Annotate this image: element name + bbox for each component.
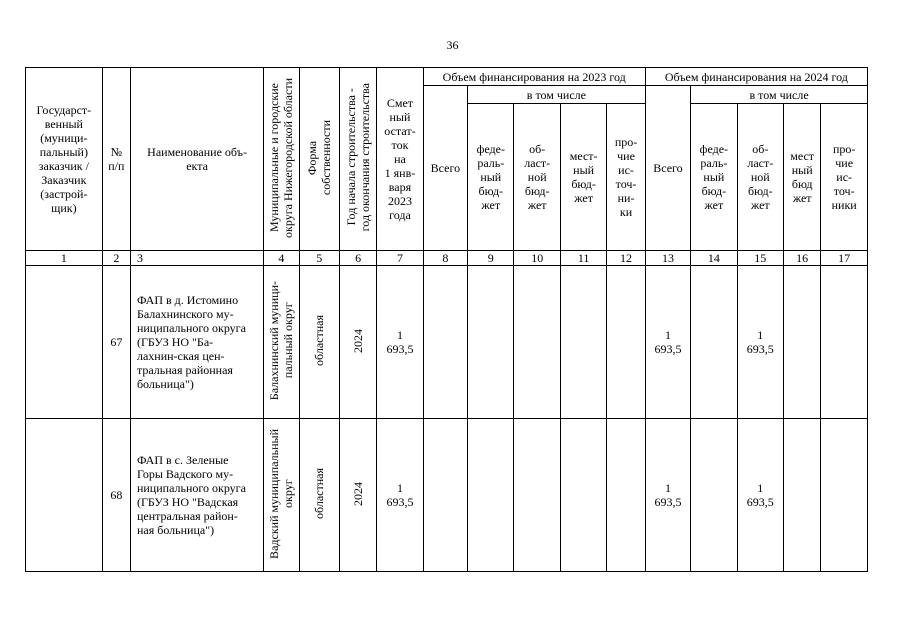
header-fin-2023: Объем финансирования на 2023 год <box>423 68 645 86</box>
column-number: 3 <box>130 251 263 266</box>
column-number: 2 <box>102 251 130 266</box>
header-balance: Смет ный остат- ток на 1 янв- варя 2023 года <box>377 68 423 251</box>
header-total-2023: Всего <box>423 86 467 251</box>
header-local-2024: мест ный бюд жет <box>784 104 821 251</box>
row-regional-2023 <box>514 266 560 419</box>
row-years-cell <box>339 266 376 419</box>
header-years: Год начала строительства - год окончания строительства <box>344 83 373 232</box>
header-local-2023: мест- ный бюд- жет <box>560 104 606 251</box>
row-municipality-cell <box>264 266 299 419</box>
row-ownership: областная <box>312 315 327 366</box>
row-total-2024: 1 693,5 <box>645 266 690 419</box>
header-ownership-cell <box>299 68 339 251</box>
header-num: № п/п <box>102 68 130 251</box>
header-row-1 <box>26 68 868 86</box>
table-row <box>26 266 868 419</box>
header-other-2024: про- чие ис- точ- ники <box>821 104 868 251</box>
column-number: 11 <box>560 251 606 266</box>
row-customer <box>26 266 103 419</box>
row-other-2023 <box>607 266 645 419</box>
header-incl-2024: в том числе <box>691 86 868 104</box>
row-municipality: Балахнинский муници- пальный округ <box>267 280 296 401</box>
row-federal-2023 <box>468 266 514 419</box>
row-years-cell <box>339 419 376 572</box>
header-ownership: Форма собственности <box>305 119 334 196</box>
row-years: 2024 <box>351 481 366 506</box>
column-number: 4 <box>264 251 299 266</box>
column-number: 16 <box>784 251 821 266</box>
row-local-2023 <box>560 266 606 419</box>
row-municipality-cell <box>264 419 299 572</box>
column-number: 17 <box>821 251 868 266</box>
row-regional-2023 <box>514 419 560 572</box>
row-local-2023 <box>560 419 606 572</box>
column-number: 12 <box>607 251 645 266</box>
row-federal-2024 <box>691 419 737 572</box>
row-num: 68 <box>102 419 130 572</box>
row-balance: 1 693,5 <box>377 419 423 572</box>
column-number: 13 <box>645 251 690 266</box>
row-name: ФАП в д. Истомино Балахнинского му- ниципального округа (ГБУЗ НО "Ба- лахнин-ская цен- тральная районная больница") <box>130 266 263 419</box>
row-other-2024 <box>821 419 868 572</box>
column-number: 14 <box>691 251 737 266</box>
header-federal-2024: феде- раль- ный бюд- жет <box>691 104 737 251</box>
header-other-2023: про- чие ис- точ- ни- ки <box>607 104 645 251</box>
row-ownership-cell <box>299 419 339 572</box>
page-number: 36 <box>446 38 459 52</box>
row-other-2024 <box>821 266 868 419</box>
header-name: Наименование объ- екта <box>130 68 263 251</box>
column-number: 7 <box>377 251 423 266</box>
row-balance: 1 693,5 <box>377 266 423 419</box>
row-ownership-cell <box>299 266 339 419</box>
header-municipality: Муниципальные и городские округа Нижегородской области <box>267 77 296 238</box>
header-regional-2023: об- ласт- ной бюд- жет <box>514 104 560 251</box>
column-number: 10 <box>514 251 560 266</box>
row-local-2024 <box>784 266 821 419</box>
column-number-row <box>26 251 868 266</box>
row-local-2024 <box>784 419 821 572</box>
header-incl-2023: в том числе <box>468 86 646 104</box>
row-name: ФАП в с. Зеленые Горы Вадского му- ниципального округа (ГБУЗ НО "Вадская центральная район- ная больница") <box>130 419 263 572</box>
column-number: 15 <box>737 251 783 266</box>
header-years-cell <box>339 68 376 251</box>
row-total-2024: 1 693,5 <box>645 419 690 572</box>
row-years: 2024 <box>351 328 366 353</box>
column-number: 9 <box>468 251 514 266</box>
row-federal-2024 <box>691 266 737 419</box>
header-total-2024: Всего <box>645 86 690 251</box>
row-municipality: Вадский муниципальный округ <box>267 428 296 559</box>
column-number: 5 <box>299 251 339 266</box>
header-customer: Государст- венный (муници- пальный) заказчик / Заказчик (застрой- щик) <box>26 68 103 251</box>
header-federal-2023: феде- раль- ный бюд- жет <box>468 104 514 251</box>
row-federal-2023 <box>468 419 514 572</box>
column-number: 8 <box>423 251 467 266</box>
row-regional-2024: 1 693,5 <box>737 266 783 419</box>
header-fin-2024: Объем финансирования на 2024 год <box>645 68 867 86</box>
row-ownership: областная <box>312 468 327 519</box>
row-customer <box>26 419 103 572</box>
table-row <box>26 419 868 572</box>
row-other-2023 <box>607 419 645 572</box>
financing-table <box>25 67 868 572</box>
column-number: 6 <box>339 251 376 266</box>
row-total-2023 <box>423 419 467 572</box>
row-total-2023 <box>423 266 467 419</box>
row-num: 67 <box>102 266 130 419</box>
header-regional-2024: об- ласт- ной бюд- жет <box>737 104 783 251</box>
header-municipality-cell <box>264 68 299 251</box>
row-regional-2024: 1 693,5 <box>737 419 783 572</box>
column-number: 1 <box>26 251 103 266</box>
